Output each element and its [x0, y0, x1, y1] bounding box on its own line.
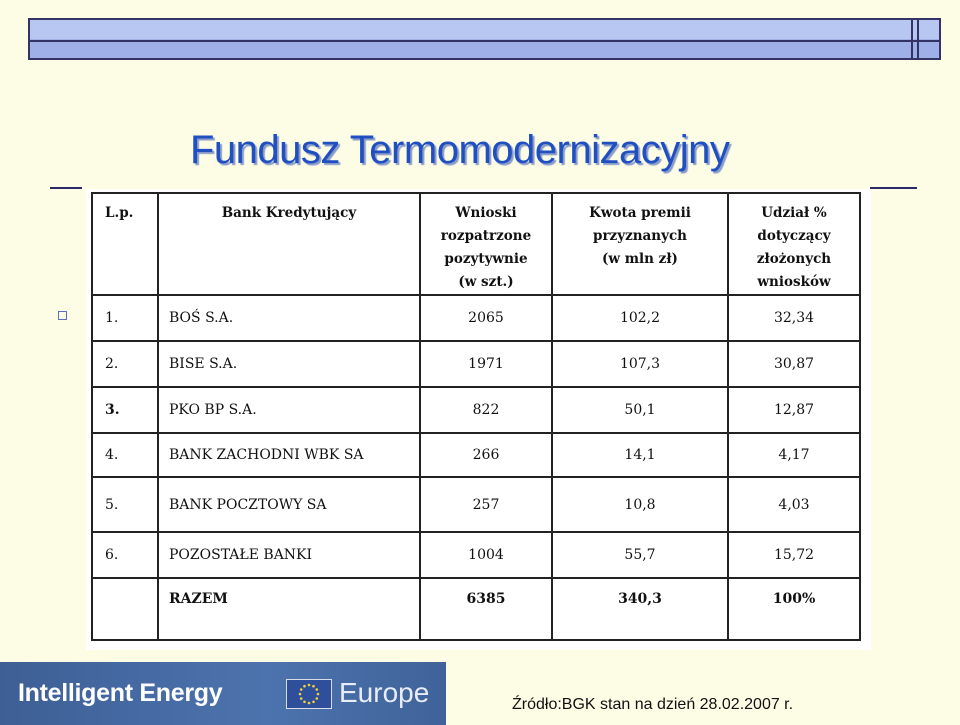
- cell-wnioski: 2065: [420, 295, 552, 341]
- table-row: [92, 532, 860, 578]
- cell-udzial: 12,87: [728, 387, 860, 433]
- cell-kwota: 10,8: [552, 477, 728, 532]
- cell-bank: BOŚ S.A.: [158, 295, 420, 341]
- table-total-row: [92, 578, 860, 640]
- cell-kwota: 107,3: [552, 341, 728, 387]
- bullet-icon: [58, 311, 67, 320]
- header-bank: Bank Kredytujący: [158, 193, 420, 295]
- cell-wnioski: 1004: [420, 532, 552, 578]
- cell-kwota: 340,3: [552, 578, 728, 640]
- header-kwota: Kwota premii przyznanych (w mln zł): [552, 193, 728, 295]
- header-udzial: Udział % dotyczący złożonych wniosków: [728, 193, 860, 295]
- cell-lp: 5.: [92, 477, 158, 532]
- cell-bank: BANK POCZTOWY SA: [158, 477, 420, 532]
- header-lp: L.p.: [92, 193, 158, 295]
- cell-udzial: 100%: [728, 578, 860, 640]
- cell-wnioski: 266: [420, 433, 552, 477]
- title-rule-left: [50, 187, 82, 189]
- cell-udzial: 15,72: [728, 532, 860, 578]
- cell-lp: 3.: [92, 387, 158, 433]
- intelligent-energy-banner: [0, 662, 446, 725]
- slide-title: Fundusz Termomodernizacyjny: [190, 128, 730, 172]
- table-header-row: [92, 193, 860, 295]
- top-bar-separator: [917, 20, 919, 58]
- cell-lp: 2.: [92, 341, 158, 387]
- cell-bank: POZOSTAŁE BANKI: [158, 532, 420, 578]
- table-row: [92, 295, 860, 341]
- cell-udzial: 30,87: [728, 341, 860, 387]
- cell-wnioski: 257: [420, 477, 552, 532]
- header-wnioski: Wnioski rozpatrzone pozytywnie (w szt.): [420, 193, 552, 295]
- cell-bank: BISE S.A.: [158, 341, 420, 387]
- cell-kwota: 55,7: [552, 532, 728, 578]
- table-row: [92, 341, 860, 387]
- cell-udzial: 32,34: [728, 295, 860, 341]
- top-bar-divider: [30, 40, 939, 42]
- eu-flag-icon: [286, 679, 332, 709]
- brand-left-text: Intelligent Energy: [18, 679, 223, 707]
- top-decorative-bar: [28, 18, 941, 60]
- cell-wnioski: 6385: [420, 578, 552, 640]
- table-row: [92, 477, 860, 532]
- cell-wnioski: 1971: [420, 341, 552, 387]
- table-row: [92, 387, 860, 433]
- cell-lp: 4.: [92, 433, 158, 477]
- brand-right-text: Europe: [339, 677, 430, 708]
- source-note: Źródło:BGK stan na dzień 28.02.2007 r.: [512, 696, 794, 713]
- cell-udzial: 4,17: [728, 433, 860, 477]
- cell-bank: RAZEM: [158, 578, 420, 640]
- cell-kwota: 14,1: [552, 433, 728, 477]
- table-row: [92, 433, 860, 477]
- title-rule-right: [870, 187, 917, 189]
- cell-kwota: 102,2: [552, 295, 728, 341]
- cell-udzial: 4,03: [728, 477, 860, 532]
- cell-bank: PKO BP S.A.: [158, 387, 420, 433]
- cell-bank: BANK ZACHODNI WBK SA: [158, 433, 420, 477]
- cell-kwota: 50,1: [552, 387, 728, 433]
- cell-lp: 6.: [92, 532, 158, 578]
- bank-table: [91, 192, 861, 641]
- bank-table-container: [86, 189, 871, 650]
- cell-lp: [92, 578, 158, 640]
- top-bar-separator: [911, 20, 913, 58]
- cell-wnioski: 822: [420, 387, 552, 433]
- cell-lp: 1.: [92, 295, 158, 341]
